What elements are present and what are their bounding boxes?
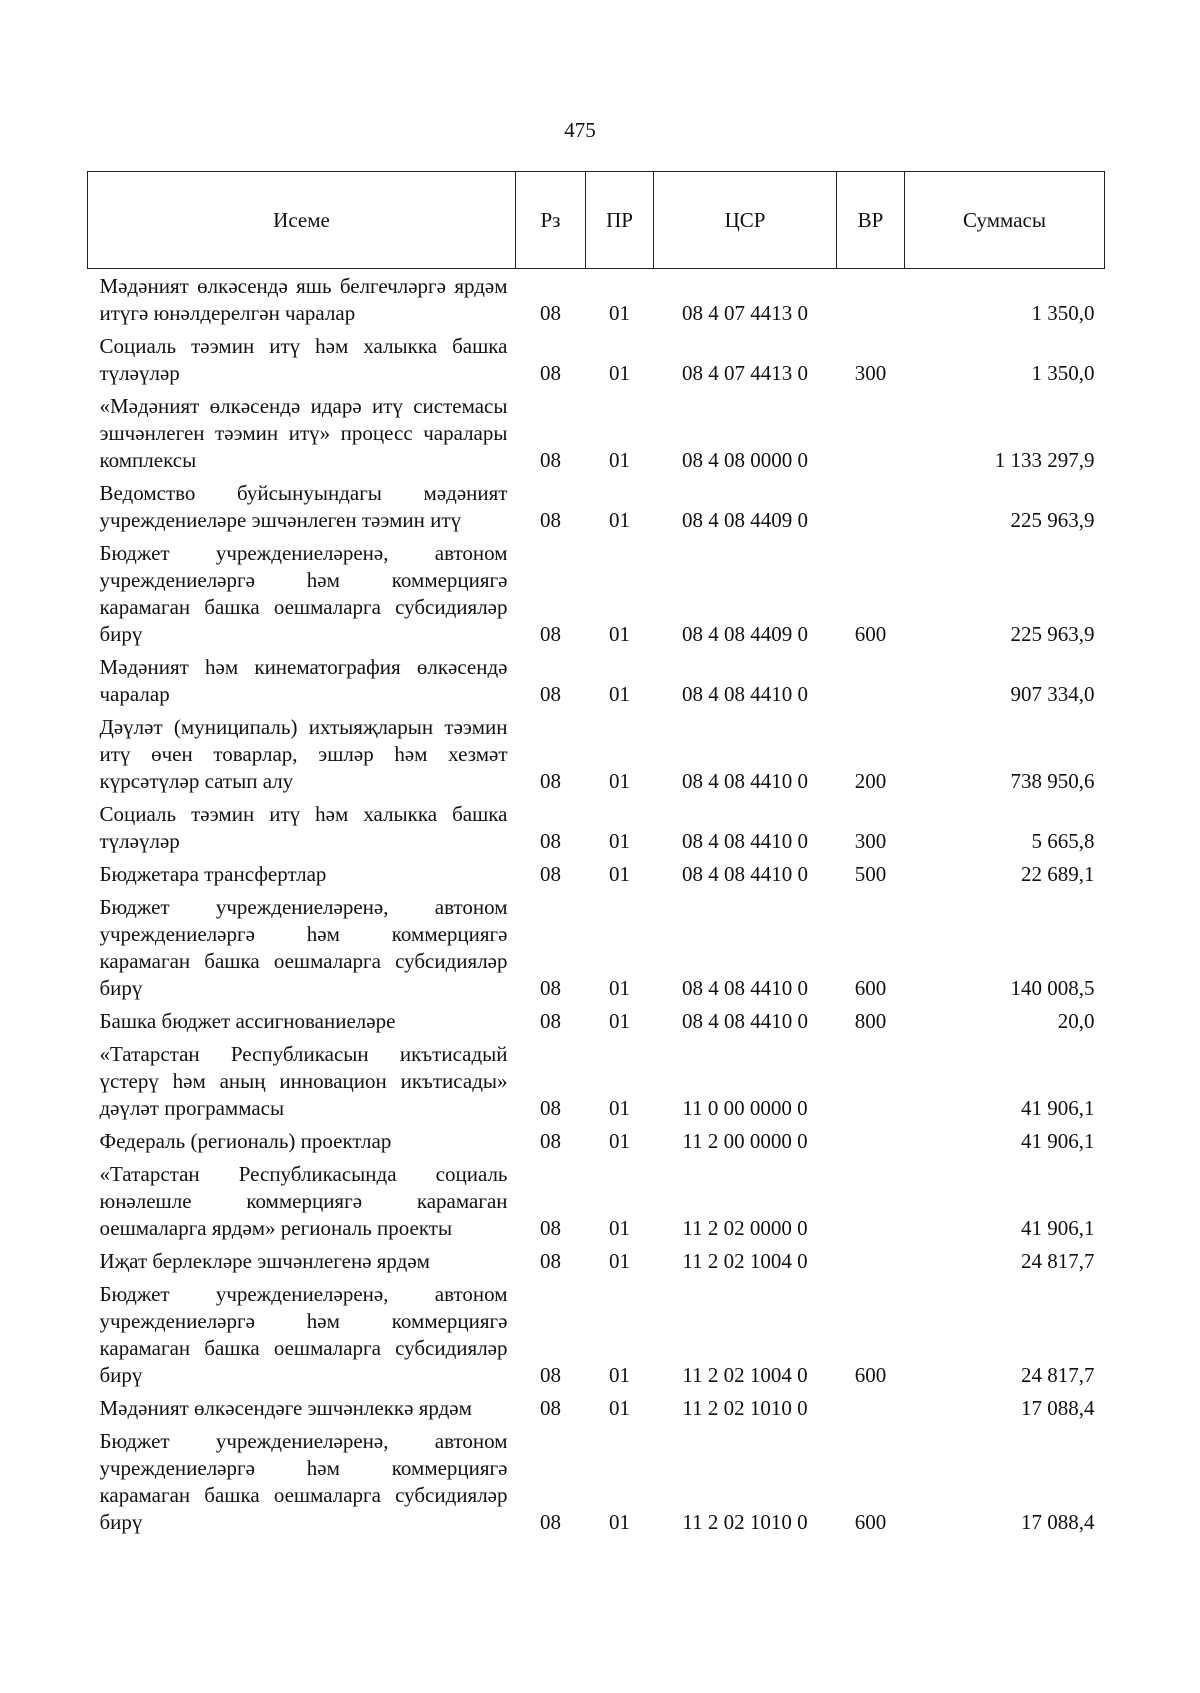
table-row bbox=[88, 329, 1105, 389]
cell-rz: 08 bbox=[540, 1096, 561, 1120]
cell-vr: 300 bbox=[854, 829, 887, 853]
cell-vr bbox=[837, 1037, 905, 1124]
cell-sum: 1 133 297,9 bbox=[994, 448, 1095, 472]
cell-sum: 225 963,9 bbox=[1010, 622, 1095, 646]
table-row bbox=[88, 1157, 1105, 1244]
table-row bbox=[88, 476, 1105, 536]
cell-rz: 08 bbox=[540, 1510, 561, 1534]
header-vr: ВР bbox=[837, 172, 905, 269]
table-row bbox=[88, 1244, 1105, 1277]
cell-rz: 08 bbox=[540, 1396, 561, 1420]
cell-vr: 600 bbox=[854, 1510, 887, 1534]
cell-csr: 11 2 02 1004 0 bbox=[682, 1249, 808, 1273]
header-rz: Рз bbox=[516, 172, 586, 269]
cell-csr: 08 4 08 0000 0 bbox=[682, 448, 808, 472]
table-row bbox=[88, 269, 1105, 330]
cell-vr bbox=[837, 1244, 905, 1277]
table-row bbox=[88, 890, 1105, 1004]
cell-sum: 1 350,0 bbox=[1031, 361, 1095, 385]
cell-csr: 11 2 02 0000 0 bbox=[682, 1216, 808, 1240]
cell-vr bbox=[837, 476, 905, 536]
cell-pr: 01 bbox=[609, 508, 630, 532]
table-row bbox=[88, 710, 1105, 797]
cell-pr: 01 bbox=[609, 1096, 630, 1120]
cell-csr: 08 4 08 4409 0 bbox=[682, 622, 808, 646]
table-row bbox=[88, 1037, 1105, 1124]
cell-vr: 600 bbox=[854, 1363, 887, 1387]
cell-sum: 1 350,0 bbox=[1031, 301, 1095, 325]
budget-table bbox=[87, 171, 1105, 1538]
cell-name: Социаль тәэмин итү һәм халыкка башка түләүләр bbox=[99, 802, 508, 853]
cell-sum: 22 689,1 bbox=[1021, 862, 1095, 886]
cell-vr bbox=[837, 1124, 905, 1157]
table-row bbox=[88, 1424, 1105, 1538]
cell-sum: 24 817,7 bbox=[1021, 1249, 1095, 1273]
cell-csr: 11 0 00 0000 0 bbox=[682, 1096, 808, 1120]
cell-pr: 01 bbox=[609, 976, 630, 1000]
cell-rz: 08 bbox=[540, 1249, 561, 1273]
cell-vr: 800 bbox=[854, 1009, 887, 1033]
cell-name: Бюджет учреждениеләренә, автоном учреждениеләргә һәм коммерциягә карамаган башка оешмаларга субсидияләр бирү bbox=[99, 895, 508, 1000]
header-pr: ПР bbox=[586, 172, 654, 269]
cell-sum: 225 963,9 bbox=[1010, 508, 1095, 532]
cell-name: Мәдәният һәм кинематография өлкәсендә чаралар bbox=[99, 655, 508, 706]
table-row bbox=[88, 797, 1105, 857]
cell-csr: 08 4 07 4413 0 bbox=[682, 301, 808, 325]
cell-csr: 08 4 08 4410 0 bbox=[682, 829, 808, 853]
cell-rz: 08 bbox=[540, 361, 561, 385]
cell-name: Башка бюджет ассигнованиеләре bbox=[99, 1009, 396, 1033]
cell-sum: 907 334,0 bbox=[1010, 682, 1095, 706]
cell-pr: 01 bbox=[609, 301, 630, 325]
cell-csr: 08 4 08 4410 0 bbox=[682, 862, 808, 886]
table-row bbox=[88, 1004, 1105, 1037]
page-number: 475 bbox=[564, 118, 596, 142]
cell-vr bbox=[837, 650, 905, 710]
cell-pr: 01 bbox=[609, 1510, 630, 1534]
cell-pr: 01 bbox=[609, 829, 630, 853]
cell-rz: 08 bbox=[540, 622, 561, 646]
cell-rz: 08 bbox=[540, 1216, 561, 1240]
cell-vr: 500 bbox=[854, 862, 887, 886]
cell-sum: 738 950,6 bbox=[1010, 769, 1095, 793]
cell-sum: 41 906,1 bbox=[1021, 1129, 1095, 1153]
cell-rz: 08 bbox=[540, 448, 561, 472]
cell-sum: 140 008,5 bbox=[1010, 976, 1095, 1000]
cell-name: Иҗат берлекләре эшчәнлегенә ярдәм bbox=[99, 1249, 430, 1273]
table-row bbox=[88, 389, 1105, 476]
cell-pr: 01 bbox=[609, 1216, 630, 1240]
cell-rz: 08 bbox=[540, 1363, 561, 1387]
table-body bbox=[88, 269, 1105, 1539]
cell-vr bbox=[837, 389, 905, 476]
cell-sum: 41 906,1 bbox=[1021, 1096, 1095, 1120]
cell-name: Мәдәният өлкәсендә яшь белгечләргә ярдәм итүгә юнәлдерелгән чаралар bbox=[99, 274, 508, 325]
cell-pr: 01 bbox=[609, 622, 630, 646]
cell-pr: 01 bbox=[609, 1396, 630, 1420]
cell-pr: 01 bbox=[609, 862, 630, 886]
cell-name: «Татарстан Республикасын икътисадый үстерү һәм аның инновацион икътисады» дәүләт программасы bbox=[99, 1042, 508, 1120]
cell-csr: 11 2 02 1010 0 bbox=[682, 1510, 808, 1534]
cell-name: Мәдәният өлкәсендәге эшчәнлеккә ярдәм bbox=[99, 1396, 472, 1420]
cell-rz: 08 bbox=[540, 862, 561, 886]
cell-csr: 08 4 08 4409 0 bbox=[682, 508, 808, 532]
cell-csr: 08 4 07 4413 0 bbox=[682, 361, 808, 385]
cell-rz: 08 bbox=[540, 1129, 561, 1153]
cell-csr: 08 4 08 4410 0 bbox=[682, 1009, 808, 1033]
cell-sum: 17 088,4 bbox=[1021, 1510, 1095, 1534]
cell-rz: 08 bbox=[540, 1009, 561, 1033]
cell-csr: 08 4 08 4410 0 bbox=[682, 976, 808, 1000]
cell-csr: 08 4 08 4410 0 bbox=[682, 682, 808, 706]
cell-name: Федераль (региональ) проектлар bbox=[99, 1129, 392, 1153]
cell-name: Бюджет учреждениеләренә, автоном учреждениеләргә һәм коммерциягә карамаган башка оешмаларга субсидияләр бирү bbox=[99, 1282, 508, 1387]
cell-sum: 41 906,1 bbox=[1021, 1216, 1095, 1240]
cell-pr: 01 bbox=[609, 1249, 630, 1273]
cell-rz: 08 bbox=[540, 976, 561, 1000]
cell-pr: 01 bbox=[609, 769, 630, 793]
cell-name: Социаль тәэмин итү һәм халыкка башка түләүләр bbox=[99, 334, 508, 385]
table-row bbox=[88, 536, 1105, 650]
cell-name: Бюджет учреждениеләренә, автоном учреждениеләргә һәм коммерциягә карамаган башка оешмаларга субсидияләр бирү bbox=[99, 541, 508, 646]
cell-name: «Мәдәният өлкәсендә идарә итү системасы эшчәнлеген тәэмин итү» процесс чаралары комплексы bbox=[99, 394, 508, 472]
cell-vr: 600 bbox=[854, 976, 887, 1000]
cell-vr bbox=[837, 1391, 905, 1424]
cell-sum: 24 817,7 bbox=[1021, 1363, 1095, 1387]
cell-sum: 17 088,4 bbox=[1021, 1396, 1095, 1420]
cell-pr: 01 bbox=[609, 361, 630, 385]
cell-csr: 11 2 02 1010 0 bbox=[682, 1396, 808, 1420]
table-row bbox=[88, 857, 1105, 890]
header-name: Исеме bbox=[88, 172, 516, 269]
cell-csr: 08 4 08 4410 0 bbox=[682, 769, 808, 793]
cell-vr bbox=[837, 269, 905, 330]
cell-name: Дәүләт (муниципаль) ихтыяҗларын тәэмин итү өчен товарлар, эшләр һәм хезмәт күрсәтүләр сатып алу bbox=[99, 715, 508, 793]
cell-rz: 08 bbox=[540, 829, 561, 853]
table-row bbox=[88, 1277, 1105, 1391]
cell-pr: 01 bbox=[609, 448, 630, 472]
cell-rz: 08 bbox=[540, 508, 561, 532]
header-row bbox=[88, 172, 1105, 269]
table-row bbox=[88, 650, 1105, 710]
cell-pr: 01 bbox=[609, 1363, 630, 1387]
cell-name: Бюджет учреждениеләренә, автоном учреждениеләргә һәм коммерциягә карамаган башка оешмаларга субсидияләр бирү bbox=[99, 1429, 508, 1534]
cell-csr: 11 2 02 1004 0 bbox=[682, 1363, 808, 1387]
table-row bbox=[88, 1391, 1105, 1424]
cell-rz: 08 bbox=[540, 769, 561, 793]
cell-name: Бюджетара трансфертлар bbox=[99, 862, 327, 886]
table-row bbox=[88, 1124, 1105, 1157]
cell-pr: 01 bbox=[609, 1009, 630, 1033]
cell-vr: 300 bbox=[854, 361, 887, 385]
cell-name: Ведомство буйсынуындагы мәдәният учреждениеләре эшчәнлеген тәэмин итү bbox=[99, 481, 508, 532]
table-header bbox=[88, 172, 1105, 269]
cell-rz: 08 bbox=[540, 682, 561, 706]
cell-vr bbox=[837, 1157, 905, 1244]
cell-csr: 11 2 00 0000 0 bbox=[682, 1129, 808, 1153]
cell-rz: 08 bbox=[540, 301, 561, 325]
cell-sum: 20,0 bbox=[1057, 1009, 1095, 1033]
cell-sum: 5 665,8 bbox=[1031, 829, 1095, 853]
cell-vr: 600 bbox=[854, 622, 887, 646]
cell-pr: 01 bbox=[609, 682, 630, 706]
cell-vr: 200 bbox=[854, 769, 887, 793]
header-sum: Суммасы bbox=[905, 172, 1105, 269]
header-csr: ЦСР bbox=[654, 172, 837, 269]
cell-pr: 01 bbox=[609, 1129, 630, 1153]
cell-name: «Татарстан Республикасында социаль юнәлешле коммерциягә карамаган оешмаларга ярдәм» региональ проекты bbox=[99, 1162, 508, 1240]
